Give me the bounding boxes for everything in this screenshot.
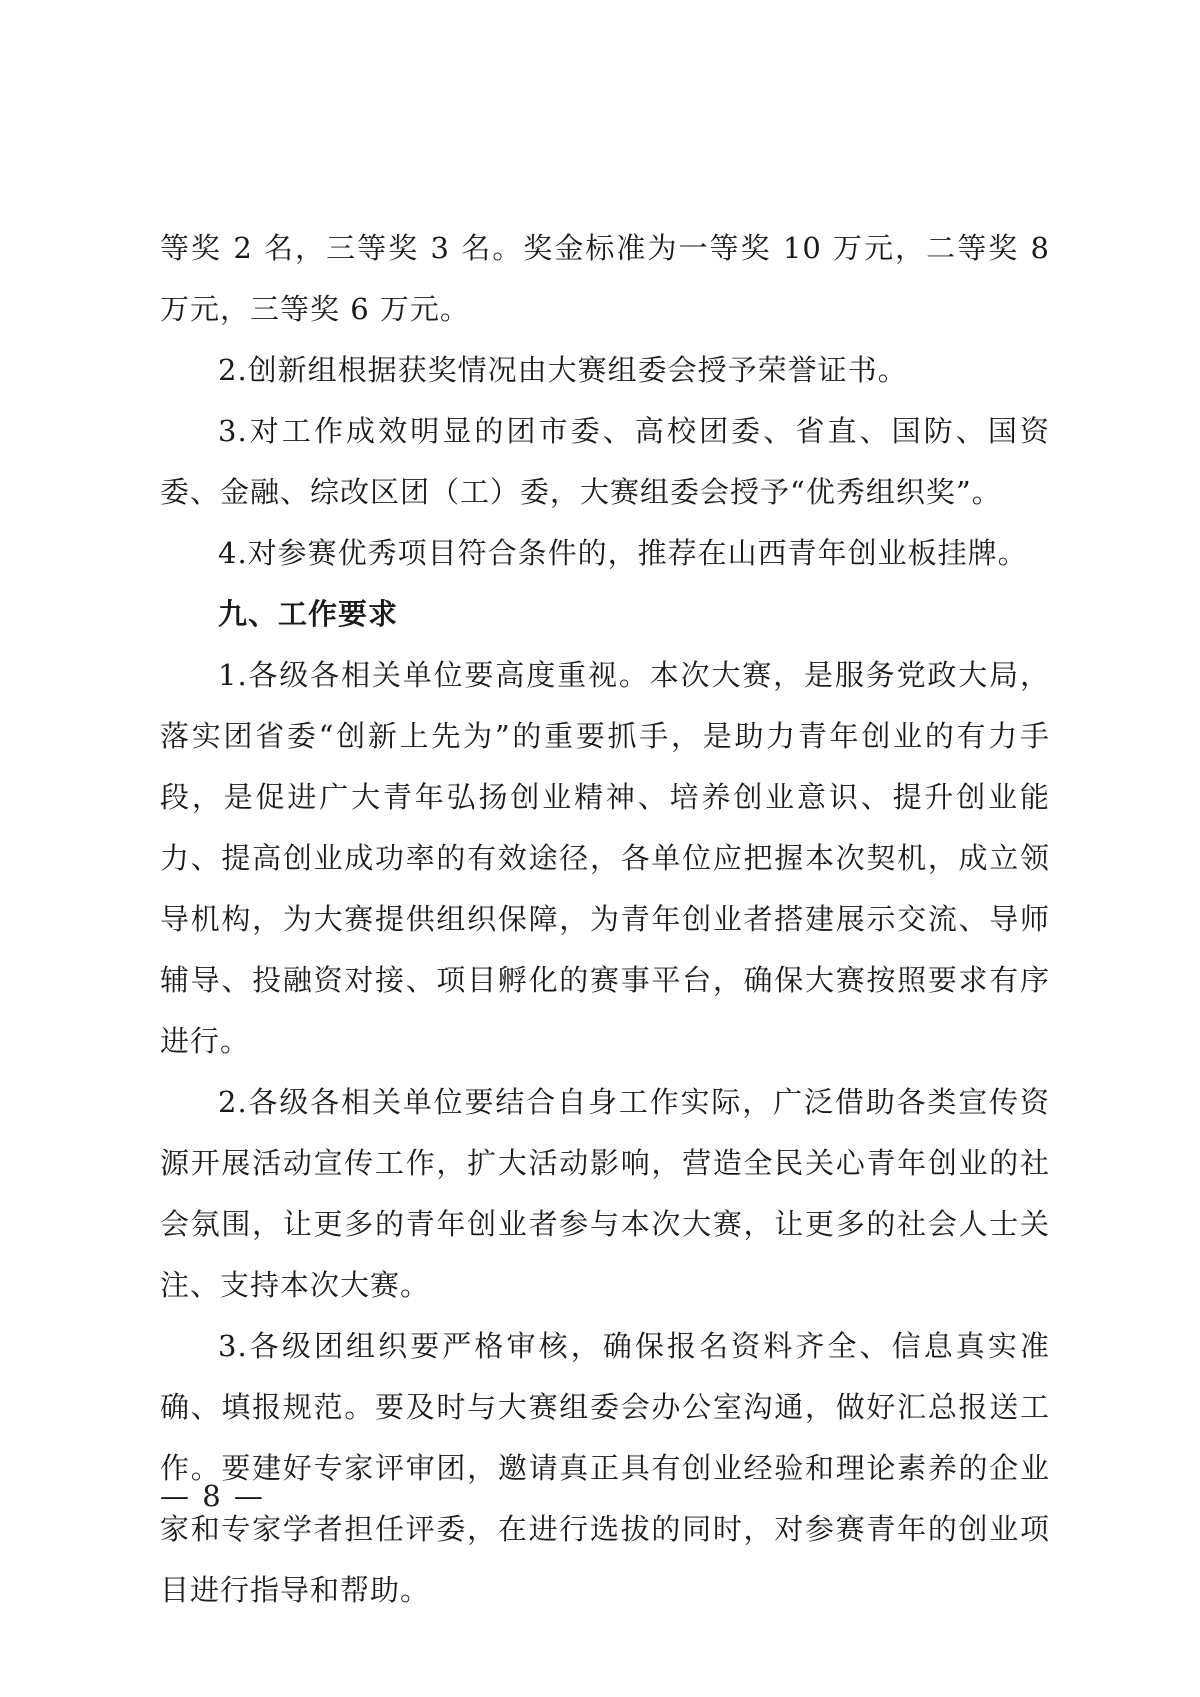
paragraph-requirement-1: 1.各级各相关单位要高度重视。本次大赛，是服务党政大局，落实团省委“创新上先为”的重要抓手，是助力青年创业的有力手段，是促进广大青年弘扬创业精神、培养创业意识、提升创业能力、提高创业成功率的有效途径，各单位应把握本次契机，成立领导机构，为大赛提供组织保障，为青年创业者搭建展示交流、导师辅导、投融资对接、项目孵化的赛事平台，确保大赛按照要求有序进行。 bbox=[160, 658, 1050, 1058]
paragraph-startup-board-listing: 4.对参赛优秀项目符合条件的，推荐在山西青年创业板挂牌。 bbox=[218, 536, 1028, 570]
paragraph-innovation-certificate: 2.创新组根据获奖情况由大赛组委会授予荣誉证书。 bbox=[218, 353, 908, 387]
paragraph-organization-award: 3.对工作成效明显的团市委、高校团委、省直、国防、国资委、金融、综改区团（工）委，大赛组委会授予“优秀组织奖”。 bbox=[160, 414, 1050, 509]
document-body bbox=[160, 218, 1050, 1621]
paragraph-award-amounts: 等奖 2 名，三等奖 3 名。奖金标准为一等奖 10 万元，二等奖 8 万元，三等奖 6 万元。 bbox=[160, 231, 1050, 326]
page-number: — 8 — bbox=[160, 1479, 265, 1513]
paragraph-requirement-3: 3.各级团组织要严格审核，确保报名资料齐全、信息真实准确、填报规范。要及时与大赛组委会办公室沟通，做好汇总报送工作。要建好专家评审团，邀请真正具有创业经验和理论素养的企业家和专家学者担任评委，在进行选拔的同时，对参赛青年的创业项目进行指导和帮助。 bbox=[160, 1329, 1050, 1607]
paragraph-requirement-2: 2.各级各相关单位要结合自身工作实际，广泛借助各类宣传资源开展活动宣传工作，扩大活动影响，营造全民关心青年创业的社会氛围，让更多的青年创业者参与本次大赛，让更多的社会人士关注、支持本次大赛。 bbox=[160, 1085, 1050, 1302]
section-heading-work-requirements: 九、工作要求 bbox=[218, 597, 399, 631]
